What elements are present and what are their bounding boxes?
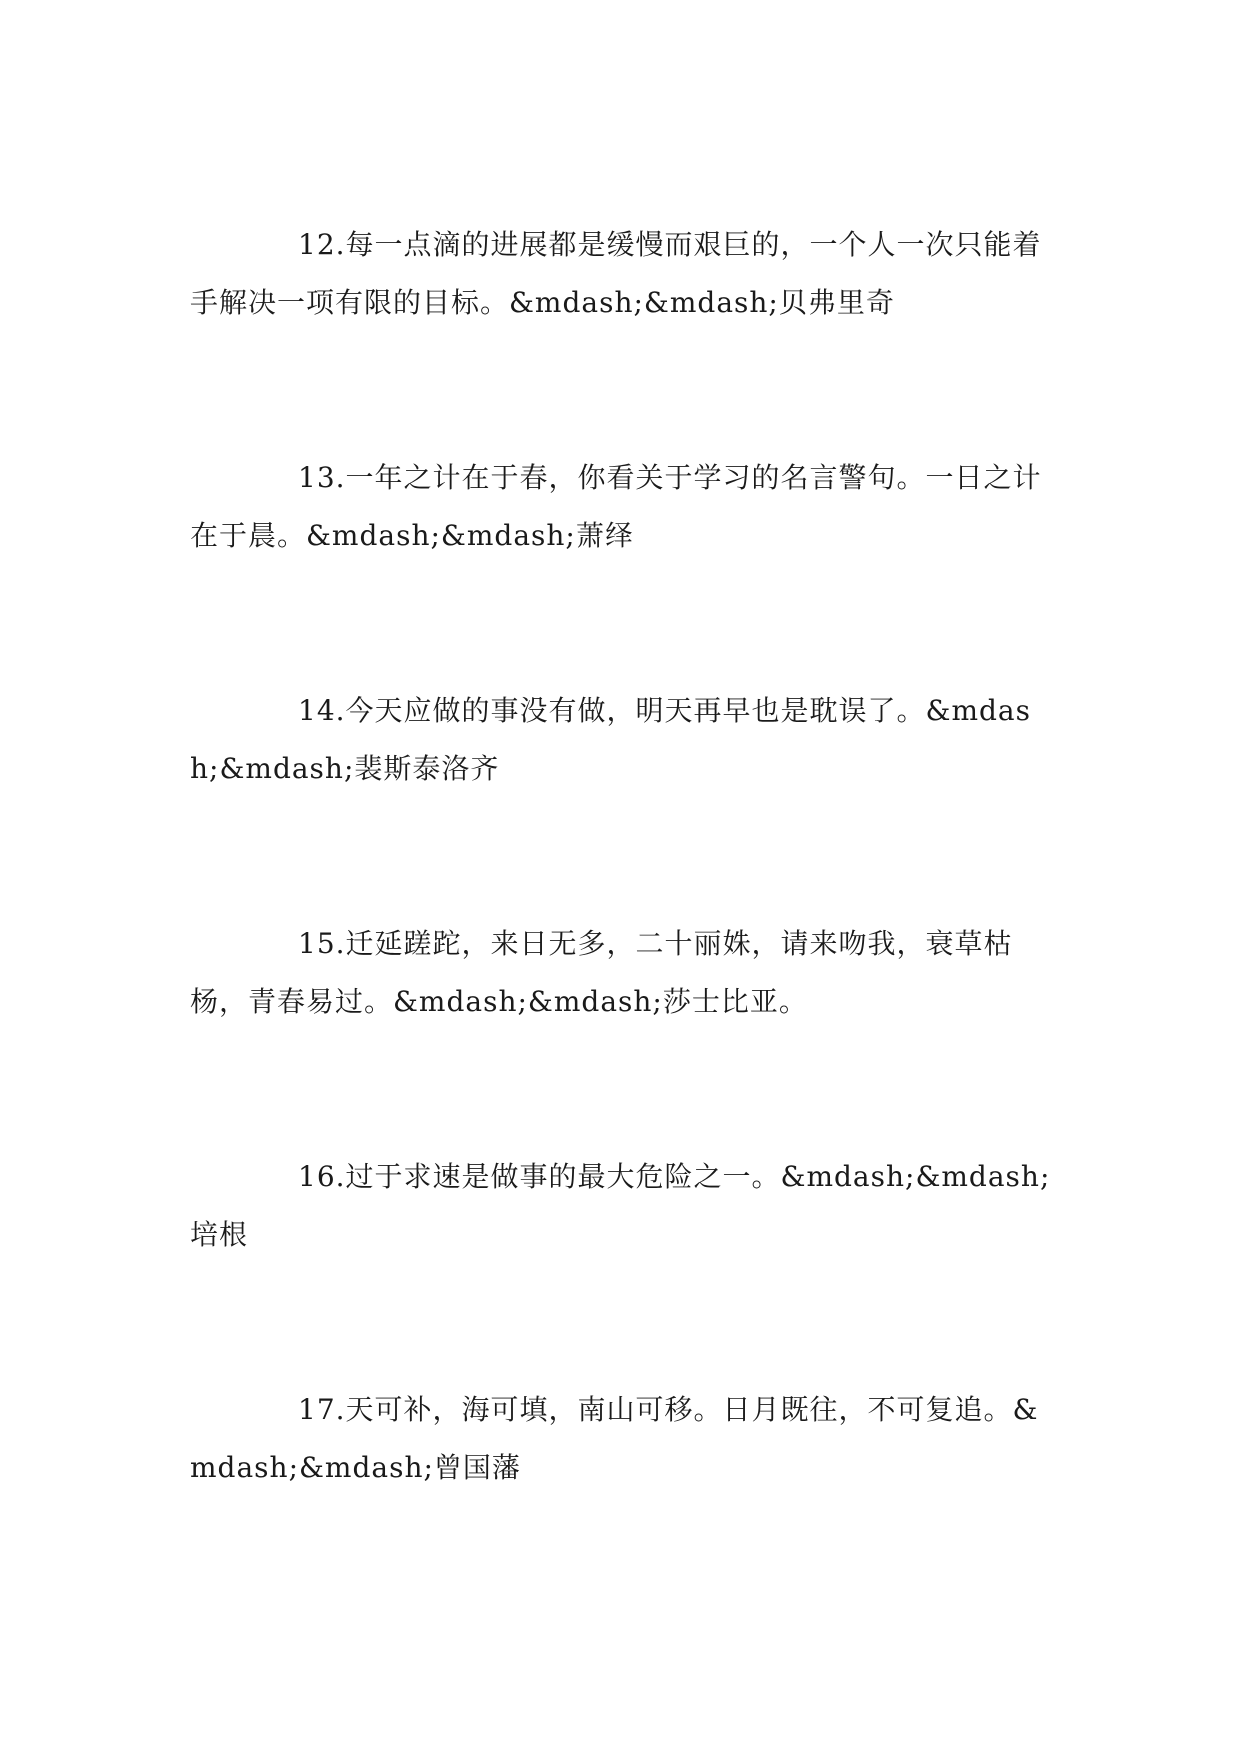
quote-paragraph-17: 17.天可补，海可填，南山可移。日月既往，不可复追。&mdash;&mdash;曾国藩 xyxy=(190,1393,1039,1484)
quote-paragraph-16: 16.过于求速是做事的最大危险之一。&mdash;&mdash;培根 xyxy=(190,1160,1051,1251)
quote-paragraph-15: 15.迁延蹉跎，来日无多，二十丽姝，请来吻我，衰草枯杨，青春易过。&mdash;&mdash;莎士比亚。 xyxy=(190,927,1013,1018)
quote-paragraph-12: 12.每一点滴的进展都是缓慢而艰巨的，一个人一次只能着手解决一项有限的目标。&mdash;&mdash;贝弗里奇 xyxy=(190,228,1042,319)
quote-paragraph-13: 13.一年之计在于春，你看关于学习的名言警句。一日之计在于晨。&mdash;&mdash;萧绎 xyxy=(190,461,1042,552)
quote-paragraph-14: 14.今天应做的事没有做，明天再早也是耽误了。&mdash;&mdash;裴斯泰洛齐 xyxy=(190,694,1031,785)
